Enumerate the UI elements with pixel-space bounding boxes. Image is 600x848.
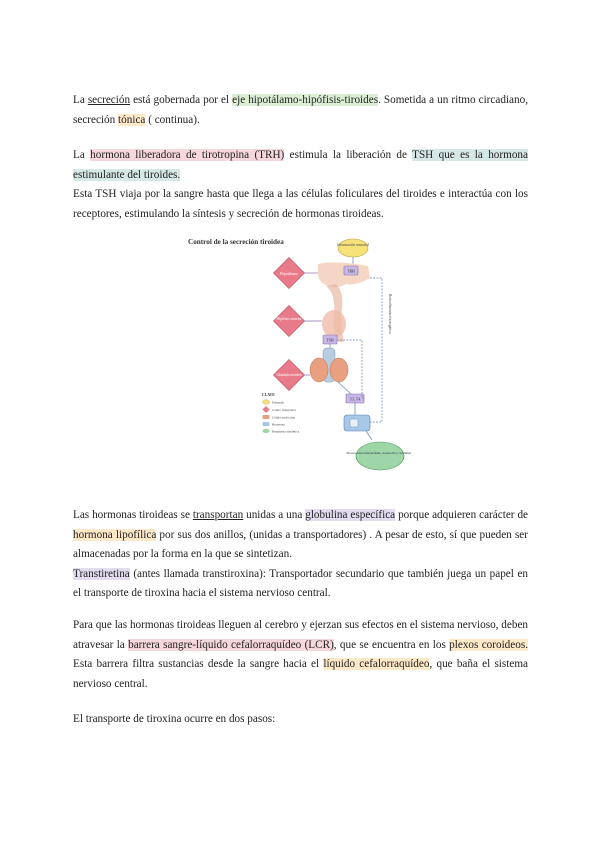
tsh-label: TSH	[326, 338, 334, 343]
target-nucleus	[350, 419, 358, 427]
key-item-0: Estímulo	[272, 400, 285, 405]
thyroid-diagram-svg	[186, 234, 411, 474]
text: unidas a una	[243, 509, 306, 521]
trh-label: TRH	[347, 269, 355, 274]
text: La	[73, 149, 91, 161]
paragraph-transport	[73, 506, 528, 604]
highlight-lcr: líquido cefalorraquídeo	[323, 658, 430, 671]
hypothalamus-label: Hipotálamo	[280, 272, 298, 276]
feedback-label: Retroalimentación negativa	[388, 294, 392, 334]
paragraph-steps	[73, 710, 528, 730]
key-integrator-icon	[262, 406, 269, 413]
text: Las hormonas tiroideas se	[73, 509, 193, 521]
text: La	[73, 94, 88, 106]
text: (antes llamada transtiroxina): Transportador secundario que también juega un papel en el transporte de tiroxina hacia el sistema nervioso central.	[73, 567, 528, 600]
response-label: Efectos sobre metabolismo, desarrollo y crecimiento	[346, 451, 411, 455]
key-response-icon	[263, 429, 270, 433]
highlight-barrera: barrera sangre-líquido cefalorraquídeo (LCR)	[128, 638, 334, 651]
text: Esta barrera filtra sustancias desde la sangre hacia el	[73, 658, 324, 671]
paragraph-secretion-axis	[73, 91, 528, 130]
key-hormone-icon	[263, 422, 270, 426]
stimulus-ellipse	[338, 239, 368, 257]
key-item-3: Hormona	[272, 422, 285, 427]
text: porque adquieren carácter de	[395, 509, 529, 521]
t3t4-label: T3, T4	[349, 397, 361, 402]
text: Para que las hormonas tiroideas lleguen al cerebro y ejerzan sus efectos en el sistema nervioso, deben atravesar la	[73, 619, 528, 651]
figure-title: Control de la secreción tiroidea	[188, 238, 284, 246]
key-stimulus-icon	[263, 400, 270, 404]
key-endocrine-icon	[263, 415, 270, 419]
text: estimula la liberación de	[284, 149, 413, 161]
text: ( continua).	[145, 113, 200, 126]
text: . Sometida a un ritmo circadiano, secreción	[73, 94, 528, 126]
pituitary-diamond	[273, 305, 304, 336]
paragraph-trh-tsh	[73, 146, 528, 224]
thyroid-control-figure	[186, 234, 411, 474]
highlight-globulina: globulina específica	[305, 509, 396, 521]
highlight-lipofilica: hormona lipofílica	[73, 528, 157, 541]
text: , que se encuentra en los	[333, 638, 450, 651]
thyroid-label: Glándula tiroidea	[276, 373, 302, 377]
text: El transporte de tiroxina ocurre en dos pasos:	[73, 713, 276, 725]
thyroid-left-lobe	[310, 358, 328, 382]
text: está gobernada por el	[130, 94, 233, 106]
text: , que baña el sistema nervioso central.	[73, 658, 529, 690]
highlight-eje: eje hipotálamo-hipófisis-tiroides	[232, 94, 379, 106]
pituitary-shape	[322, 310, 346, 338]
key-item-4: Respuesta sistémica	[272, 429, 300, 434]
thyroid-right-lobe	[330, 358, 348, 382]
tsh-transport-text: Esta TSH viaja por la sangre hasta que llega a las células foliculares del tiroides e interactúa con los receptores, estimulando la síntesis y secreción de hormonas tiroideas.	[73, 188, 528, 220]
highlight-trh: hormona liberadora de tirotropina (TRH)	[90, 149, 285, 161]
highlight-tsh: TSH que es la hormona estimulante del tiroides.	[73, 149, 528, 181]
feedback-line-1	[370, 278, 382, 422]
key-item-2: Célula endocrina	[272, 415, 296, 420]
paragraph-barrier	[73, 616, 528, 694]
response-ellipse	[356, 442, 404, 470]
text: por sus dos anillos, (unidas a transportadores) . A pesar de esto, sí que pueden ser almacenadas por la forma en la que se sintetizan.	[73, 528, 528, 561]
highlight-plexos: plexos coroideos.	[449, 638, 528, 651]
term-transportan: transportan	[192, 509, 244, 521]
highlight-transtiretina: Transtiretina	[73, 567, 130, 580]
pituitary-label: Hipófisis anterior	[276, 317, 302, 321]
term-secrecion: secreción	[87, 94, 131, 106]
highlight-tonica: tónica	[118, 113, 146, 126]
key-item-1: Centro integrador	[272, 408, 297, 412]
stimulus-label: Información sensorial	[337, 243, 369, 247]
response-arrow	[366, 431, 372, 440]
t3t4-arrow	[338, 382, 351, 394]
trh-line	[73, 146, 528, 185]
key-title: CLAVE	[262, 393, 275, 397]
